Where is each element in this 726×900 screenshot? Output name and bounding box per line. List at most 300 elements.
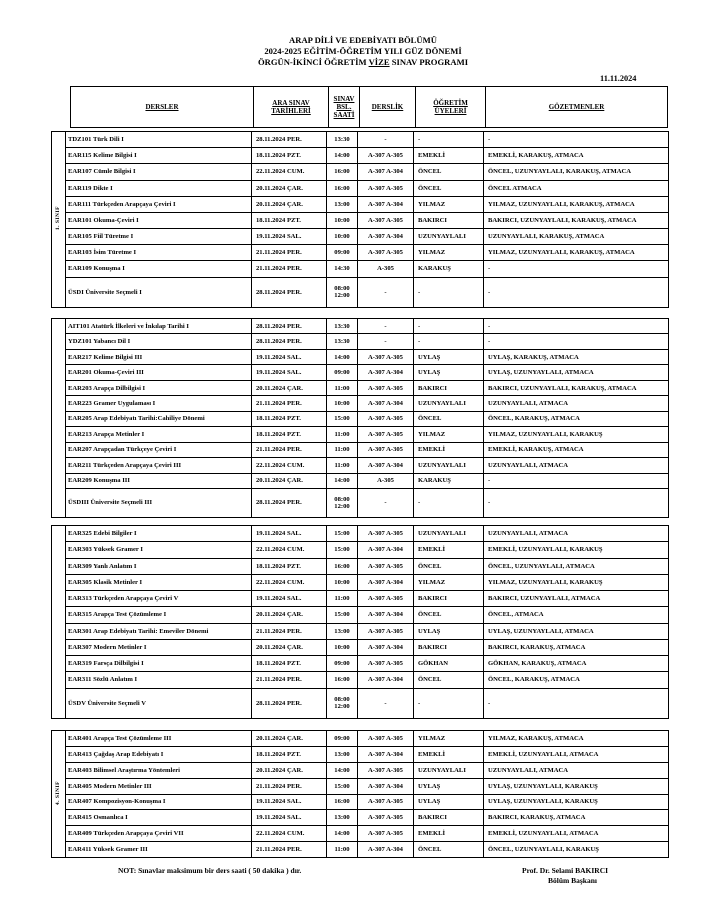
table-row bbox=[52, 196, 669, 212]
cell-course: EAR217 Kelime Bilgisi III bbox=[66, 349, 252, 364]
cell-room: A-307 A-305 bbox=[358, 656, 414, 672]
cell-room: - bbox=[358, 319, 414, 334]
table-row bbox=[52, 442, 669, 457]
header-room: DERSLİK bbox=[360, 87, 416, 128]
cell-date: 21.11.2024 PER. bbox=[252, 623, 327, 639]
cell-course: EAR315 Arapça Test Çözümleme I bbox=[66, 607, 252, 623]
table-row bbox=[52, 731, 669, 747]
cell-proctors: - bbox=[484, 334, 669, 349]
cell-time: 13:00 bbox=[327, 196, 358, 212]
cell-time: 16:00 bbox=[327, 164, 358, 180]
cell-room: A-305 bbox=[358, 261, 414, 277]
cell-time: 11:00 bbox=[327, 842, 358, 858]
cell-lecturer: EMEKLİ bbox=[414, 442, 484, 457]
cell-proctors: EMEKLİ, KARAKUŞ, ATMACA bbox=[484, 148, 669, 164]
cell-time: 10:00 bbox=[327, 212, 358, 228]
cell-proctors: UYLAŞ, UZUNYAYLALI, ATMACA bbox=[484, 623, 669, 639]
cell-proctors: UZUNYAYLALI, ATMACA bbox=[484, 396, 669, 411]
cell-course: EAR111 Türkçeden Arapçaya Çeviri I bbox=[66, 196, 252, 212]
table-row bbox=[52, 334, 669, 349]
cell-course: EAR105 Fiil Türetme I bbox=[66, 229, 252, 245]
cell-course: EAR103 İsim Türetme I bbox=[66, 245, 252, 261]
cell-date: 28.11.2024 PER. bbox=[252, 319, 327, 334]
cell-lecturer: KARAKUŞ bbox=[414, 261, 484, 277]
department-title: ARAP DİLİ VE EDEBİYATI BÖLÜMÜ bbox=[289, 35, 437, 45]
cell-time: 14:00 bbox=[327, 349, 358, 364]
cell-lecturer: ÖNCEL bbox=[414, 411, 484, 426]
cell-room: - bbox=[358, 132, 414, 148]
cell-course: ÜSDIII Üniversite Seçmeli III bbox=[66, 488, 252, 517]
cell-course: ÜSDI Üniversite Seçmeli I bbox=[66, 277, 252, 307]
cell-course: EAR325 Edebi Bilgiler I bbox=[66, 526, 252, 542]
cell-room: A-307 A-304 bbox=[358, 574, 414, 590]
cell-lecturer: ÖNCEL bbox=[414, 672, 484, 688]
cell-course: ÜSDV Üniversite Seçmeli V bbox=[66, 688, 252, 719]
cell-proctors: UYLAŞ, UZUNYAYLALI, KARAKUŞ bbox=[484, 778, 669, 794]
cell-proctors: UYLAŞ, UZUNYAYLALI, ATMACA bbox=[484, 365, 669, 380]
cell-proctors: EMEKLİ, KARAKUŞ, ATMACA bbox=[484, 442, 669, 457]
class-year-block bbox=[51, 730, 669, 858]
table-row bbox=[52, 746, 669, 762]
cell-date: 21.11.2024 PER. bbox=[252, 672, 327, 688]
cell-course: EAR301 Arap Edebiyatı Tarihi: Emeviler Dönemi bbox=[66, 623, 252, 639]
cell-lecturer: UYLAŞ bbox=[414, 365, 484, 380]
cell-lecturer: UYLAŞ bbox=[414, 623, 484, 639]
cell-date: 18.11.2024 PZT. bbox=[252, 411, 327, 426]
cell-lecturer: UZUNYAYLALI bbox=[414, 229, 484, 245]
table-row bbox=[52, 558, 669, 574]
cell-proctors: GÖKHAN, KARAKUŞ, ATMACA bbox=[484, 656, 669, 672]
cell-room: A-307 A-304 bbox=[358, 842, 414, 858]
cell-time: 13:30 bbox=[327, 334, 358, 349]
cell-lecturer: YILMAZ bbox=[414, 574, 484, 590]
cell-proctors: YILMAZ, UZUNYAYLALI, KARAKUŞ bbox=[484, 574, 669, 590]
header-date: ARA SINAV TARİHLERİ bbox=[254, 87, 329, 128]
cell-course: EAR307 Modern Metinler I bbox=[66, 639, 252, 655]
cell-lecturer: BAKIRCI bbox=[414, 639, 484, 655]
cell-room: A-307 A-305 bbox=[358, 180, 414, 196]
cell-date: 18.11.2024 PZT. bbox=[252, 427, 327, 442]
cell-room: A-307 A-305 bbox=[358, 245, 414, 261]
header-proctors: GÖZETMENLER bbox=[486, 87, 668, 128]
cell-proctors: - bbox=[484, 473, 669, 488]
cell-course: EAR415 Osmanlıca I bbox=[66, 810, 252, 826]
cell-lecturer: EMEKLİ bbox=[414, 746, 484, 762]
cell-room: A-307 A-305 bbox=[358, 731, 414, 747]
cell-time: 10:00 bbox=[327, 574, 358, 590]
cell-time: 14:00 bbox=[327, 762, 358, 778]
cell-lecturer: UYLAŞ bbox=[414, 349, 484, 364]
cell-proctors: BAKIRCI, UZUNYAYLALI, KARAKUŞ, ATMACA bbox=[484, 380, 669, 395]
class-year-block bbox=[51, 525, 669, 719]
cell-date: 28.11.2024 PER. bbox=[252, 334, 327, 349]
cell-course: AIT101 Atatürk İlkeleri ve İnkılap Tarihi I bbox=[66, 319, 252, 334]
cell-time: 13:30 bbox=[327, 319, 358, 334]
cell-lecturer: UYLAŞ bbox=[414, 778, 484, 794]
cell-time: 15:00 bbox=[327, 542, 358, 558]
cell-lecturer: ÖNCEL bbox=[414, 164, 484, 180]
table-row bbox=[52, 688, 669, 719]
cell-time: 10:00 bbox=[327, 229, 358, 245]
cell-time: 10:00 bbox=[327, 639, 358, 655]
cell-time: 08:00 12:00 bbox=[327, 277, 358, 307]
table-row bbox=[52, 319, 669, 334]
cell-room: A-307 A-304 bbox=[358, 365, 414, 380]
cell-course: EAR109 Konuşma I bbox=[66, 261, 252, 277]
table-row bbox=[52, 148, 669, 164]
cell-date: 19.11.2024 SAL. bbox=[252, 591, 327, 607]
cell-lecturer: BAKIRCI bbox=[414, 212, 484, 228]
cell-time: 09:00 bbox=[327, 731, 358, 747]
cell-lecturer: YILMAZ bbox=[414, 245, 484, 261]
table-row bbox=[52, 458, 669, 473]
cell-date: 19.11.2024 SAL. bbox=[252, 810, 327, 826]
cell-lecturer: YILMAZ bbox=[414, 427, 484, 442]
cell-course: EAR101 Okuma-Çeviri I bbox=[66, 212, 252, 228]
cell-date: 20.11.2024 ÇAR. bbox=[252, 196, 327, 212]
cell-room: A-305 bbox=[358, 473, 414, 488]
cell-proctors: UYLAŞ, KARAKUŞ, ATMACA bbox=[484, 349, 669, 364]
cell-date: 22.11.2024 CUM. bbox=[252, 826, 327, 842]
cell-course: EAR305 Klasik Metinler I bbox=[66, 574, 252, 590]
cell-lecturer: ÖNCEL bbox=[414, 842, 484, 858]
cell-date: 28.11.2024 PER. bbox=[252, 688, 327, 719]
table-row bbox=[52, 365, 669, 380]
cell-proctors: UZUNYAYLALI, ATMACA bbox=[484, 458, 669, 473]
cell-time: 15:00 bbox=[327, 778, 358, 794]
cell-course: EAR205 Arap Edebiyatı Tarihi:Cahiliye Dönemi bbox=[66, 411, 252, 426]
class-year-label: 1. SINIF bbox=[52, 132, 66, 308]
cell-proctors: BAKIRCI, KARAKUŞ, ATMACA bbox=[484, 639, 669, 655]
cell-date: 22.11.2024 CUM. bbox=[252, 458, 327, 473]
cell-room: A-307 A-305 bbox=[358, 526, 414, 542]
table-row bbox=[52, 349, 669, 364]
cell-date: 20.11.2024 ÇAR. bbox=[252, 639, 327, 655]
cell-proctors: UZUNYAYLALI, ATMACA bbox=[484, 526, 669, 542]
cell-time: 11:00 bbox=[327, 427, 358, 442]
cell-course: EAR405 Modern Metinler III bbox=[66, 778, 252, 794]
cell-time: 15:00 bbox=[327, 607, 358, 623]
cell-proctors: EMEKLİ, UZUNYAYLALI, ATMACA bbox=[484, 826, 669, 842]
cell-time: 09:00 bbox=[327, 656, 358, 672]
cell-lecturer: UZUNYAYLALI bbox=[414, 762, 484, 778]
cell-lecturer: UZUNYAYLALI bbox=[414, 526, 484, 542]
table-row bbox=[52, 261, 669, 277]
cell-lecturer: EMEKLİ bbox=[414, 542, 484, 558]
program-title-exam-type: VİZE bbox=[368, 57, 390, 67]
cell-date: 19.11.2024 SAL. bbox=[252, 349, 327, 364]
signer-name: Prof. Dr. Selami BAKIRCI bbox=[522, 866, 609, 875]
cell-lecturer: - bbox=[414, 132, 484, 148]
table-row bbox=[52, 778, 669, 794]
cell-lecturer: ÖNCEL bbox=[414, 558, 484, 574]
cell-date: 21.11.2024 PER. bbox=[252, 245, 327, 261]
cell-time: 14:00 bbox=[327, 148, 358, 164]
cell-course: EAR411 Yüksek Gramer III bbox=[66, 842, 252, 858]
cell-proctors: BAKIRCI, KARAKUŞ, ATMACA bbox=[484, 810, 669, 826]
class-year-block bbox=[51, 318, 669, 518]
cell-room: A-307 A-305 bbox=[358, 794, 414, 810]
cell-proctors: - bbox=[484, 319, 669, 334]
cell-date: 18.11.2024 PZT. bbox=[252, 212, 327, 228]
table-row bbox=[52, 488, 669, 517]
footer-note: NOT: Sınavlar maksimum bir ders saati ( 50 dakika ) dır. bbox=[118, 866, 302, 875]
cell-date: 21.11.2024 PER. bbox=[252, 261, 327, 277]
table-row bbox=[52, 639, 669, 655]
cell-time: 14:00 bbox=[327, 826, 358, 842]
cell-date: 22.11.2024 CUM. bbox=[252, 542, 327, 558]
cell-proctors: - bbox=[484, 132, 669, 148]
cell-lecturer: - bbox=[414, 319, 484, 334]
table-row bbox=[52, 132, 669, 148]
cell-date: 22.11.2024 CUM. bbox=[252, 164, 327, 180]
cell-date: 20.11.2024 ÇAR. bbox=[252, 607, 327, 623]
cell-lecturer: - bbox=[414, 488, 484, 517]
cell-time: 16:00 bbox=[327, 558, 358, 574]
cell-course: YDZ101 Yabancı Dil I bbox=[66, 334, 252, 349]
cell-date: 20.11.2024 ÇAR. bbox=[252, 180, 327, 196]
cell-proctors: - bbox=[484, 277, 669, 307]
cell-date: 19.11.2024 SAL. bbox=[252, 229, 327, 245]
cell-room: A-307 A-305 bbox=[358, 558, 414, 574]
table-row bbox=[52, 607, 669, 623]
table-row bbox=[52, 164, 669, 180]
cell-course: EAR211 Türkçeden Arapçaya Çeviri III bbox=[66, 458, 252, 473]
cell-course: EAR115 Kelime Bilgisi I bbox=[66, 148, 252, 164]
table-row bbox=[52, 473, 669, 488]
class-year-label: 4. SINIF bbox=[52, 731, 66, 858]
cell-time: 08:00 12:00 bbox=[327, 488, 358, 517]
cell-course: EAR209 Konuşma III bbox=[66, 473, 252, 488]
cell-lecturer: YILMAZ bbox=[414, 196, 484, 212]
table-row bbox=[52, 762, 669, 778]
cell-proctors: YILMAZ, UZUNYAYLALI, KARAKUŞ, ATMACA bbox=[484, 196, 669, 212]
cell-proctors: EMEKLİ, UZUNYAYLALI, ATMACA bbox=[484, 746, 669, 762]
cell-room: A-307 A-304 bbox=[358, 164, 414, 180]
cell-proctors: - bbox=[484, 688, 669, 719]
cell-room: A-307 A-305 bbox=[358, 810, 414, 826]
cell-room: A-307 A-304 bbox=[358, 396, 414, 411]
cell-date: 21.11.2024 PER. bbox=[252, 842, 327, 858]
cell-room: A-307 A-305 bbox=[358, 212, 414, 228]
cell-date: 21.11.2024 PER. bbox=[252, 778, 327, 794]
cell-room: A-307 A-304 bbox=[358, 196, 414, 212]
table-row bbox=[52, 842, 669, 858]
cell-lecturer: - bbox=[414, 334, 484, 349]
cell-proctors: YILMAZ, UZUNYAYLALI, KARAKUŞ bbox=[484, 427, 669, 442]
cell-lecturer: ÖNCEL bbox=[414, 607, 484, 623]
cell-time: 10:00 bbox=[327, 396, 358, 411]
table-row bbox=[52, 591, 669, 607]
cell-proctors: ÖNCEL ATMACA bbox=[484, 180, 669, 196]
cell-date: 19.11.2024 SAL. bbox=[252, 365, 327, 380]
table-row bbox=[52, 574, 669, 590]
cell-date: 19.11.2024 SAL. bbox=[252, 794, 327, 810]
cell-lecturer: ÖNCEL bbox=[414, 180, 484, 196]
cell-date: 20.11.2024 ÇAR. bbox=[252, 473, 327, 488]
table-row bbox=[52, 411, 669, 426]
cell-lecturer: UZUNYAYLALI bbox=[414, 396, 484, 411]
cell-date: 20.11.2024 ÇAR. bbox=[252, 731, 327, 747]
cell-room: A-307 A-305 bbox=[358, 411, 414, 426]
cell-course: EAR201 Okuma-Çeviri III bbox=[66, 365, 252, 380]
cell-room: - bbox=[358, 488, 414, 517]
cell-course: EAR303 Yüksek Gramer I bbox=[66, 542, 252, 558]
cell-time: 15:00 bbox=[327, 411, 358, 426]
cell-lecturer: - bbox=[414, 688, 484, 719]
cell-proctors: ÖNCEL, UZUNYAYLALI, KARAKUŞ, ATMACA bbox=[484, 164, 669, 180]
cell-lecturer: BAKIRCI bbox=[414, 810, 484, 826]
cell-course: EAR207 Arapçadan Türkçeye Çeviri I bbox=[66, 442, 252, 457]
cell-date: 21.11.2024 PER. bbox=[252, 442, 327, 457]
cell-room: A-307 A-305 bbox=[358, 591, 414, 607]
cell-time: 11:00 bbox=[327, 380, 358, 395]
cell-date: 18.11.2024 PZT. bbox=[252, 746, 327, 762]
cell-time: 14:00 bbox=[327, 473, 358, 488]
cell-proctors: ÖNCEL, KARAKUŞ, ATMACA bbox=[484, 672, 669, 688]
cell-time: 08:00 12:00 bbox=[327, 688, 358, 719]
cell-time: 15:00 bbox=[327, 526, 358, 542]
cell-room: A-307 A-304 bbox=[358, 229, 414, 245]
cell-room: A-307 A-304 bbox=[358, 639, 414, 655]
cell-lecturer: BAKIRCI bbox=[414, 591, 484, 607]
cell-time: 16:00 bbox=[327, 672, 358, 688]
cell-course: EAR319 Farsça Dilbilgisi I bbox=[66, 656, 252, 672]
cell-lecturer: BAKIRCI bbox=[414, 380, 484, 395]
cell-date: 28.11.2024 PER. bbox=[252, 488, 327, 517]
table-row bbox=[52, 672, 669, 688]
table-row bbox=[52, 277, 669, 307]
table-row bbox=[52, 623, 669, 639]
signer-title: Bölüm Başkanı bbox=[548, 876, 597, 885]
program-title-post: SINAV PROGRAMI bbox=[389, 57, 469, 67]
cell-time: 11:00 bbox=[327, 458, 358, 473]
cell-course: EAR223 Gramer Uygulaması I bbox=[66, 396, 252, 411]
cell-lecturer: EMEKLİ bbox=[414, 826, 484, 842]
cell-course: EAR119 Dikte I bbox=[66, 180, 252, 196]
table-row bbox=[52, 526, 669, 542]
cell-room: A-307 A-305 bbox=[358, 427, 414, 442]
cell-course: EAR413 Çağdaş Arap Edebiyatı I bbox=[66, 746, 252, 762]
cell-date: 18.11.2024 PZT. bbox=[252, 656, 327, 672]
table-row bbox=[52, 380, 669, 395]
cell-room: A-307 A-304 bbox=[358, 746, 414, 762]
cell-proctors: ÖNCEL, UZUNYAYLALI, ATMACA bbox=[484, 558, 669, 574]
program-title-pre: ÖRGÜN-İKİNCİ ÖĞRETİM bbox=[257, 57, 369, 67]
cell-proctors: YILMAZ, UZUNYAYLALI, KARAKUŞ, ATMACA bbox=[484, 245, 669, 261]
cell-room: A-307 A-305 bbox=[358, 380, 414, 395]
cell-room: - bbox=[358, 334, 414, 349]
cell-course: TDZ101 Türk Dili I bbox=[66, 132, 252, 148]
cell-lecturer: UYLAŞ bbox=[414, 794, 484, 810]
cell-course: EAR311 Sözlü Anlatım I bbox=[66, 672, 252, 688]
cell-room: A-307 A-305 bbox=[358, 442, 414, 457]
cell-room: A-307 A-304 bbox=[358, 778, 414, 794]
cell-time: 13:00 bbox=[327, 623, 358, 639]
cell-lecturer: KARAKUŞ bbox=[414, 473, 484, 488]
cell-date: 20.11.2024 ÇAR. bbox=[252, 762, 327, 778]
cell-room: A-307 A-305 bbox=[358, 349, 414, 364]
cell-course: EAR403 Bilimsel Araştırma Yöntemleri bbox=[66, 762, 252, 778]
cell-time: 14:30 bbox=[327, 261, 358, 277]
cell-course: EAR407 Kompozisyon-Konuşma I bbox=[66, 794, 252, 810]
header-lecturer: ÖĞRETİM ÜYELERİ bbox=[416, 87, 486, 128]
table-row bbox=[52, 542, 669, 558]
header-course: DERSLER bbox=[71, 87, 254, 128]
cell-room: - bbox=[358, 688, 414, 719]
cell-lecturer: GÖKHAN bbox=[414, 656, 484, 672]
table-row bbox=[52, 656, 669, 672]
cell-room: A-307 A-305 bbox=[358, 762, 414, 778]
cell-time: 09:00 bbox=[327, 365, 358, 380]
cell-time: 09:00 bbox=[327, 245, 358, 261]
term-title: 2024-2025 EĞİTİM-ÖĞRETİM YILI GÜZ DÖNEMİ bbox=[264, 46, 462, 56]
cell-course: EAR213 Arapça Metinler I bbox=[66, 427, 252, 442]
cell-time: 11:00 bbox=[327, 442, 358, 457]
cell-course: EAR107 Cümle Bilgisi I bbox=[66, 164, 252, 180]
cell-course: EAR409 Türkçeden Arapçaya Çeviri VII bbox=[66, 826, 252, 842]
table-row bbox=[52, 396, 669, 411]
cell-time: 11:00 bbox=[327, 591, 358, 607]
cell-proctors: EMEKLİ, UZUNYAYLALI, KARAKUŞ bbox=[484, 542, 669, 558]
cell-time: 13:00 bbox=[327, 746, 358, 762]
cell-proctors: ÖNCEL, ATMACA bbox=[484, 607, 669, 623]
table-row bbox=[52, 229, 669, 245]
cell-room: A-307 A-304 bbox=[358, 607, 414, 623]
cell-proctors: - bbox=[484, 488, 669, 517]
cell-date: 28.11.2024 PER. bbox=[252, 132, 327, 148]
cell-time: 13:00 bbox=[327, 810, 358, 826]
cell-course: EAR203 Arapça Dilbilgisi I bbox=[66, 380, 252, 395]
cell-proctors: ÖNCEL, KARAKUŞ, ATMACA bbox=[484, 411, 669, 426]
cell-room: A-307 A-305 bbox=[358, 148, 414, 164]
header-time: SINAV BSL. SAATİ bbox=[329, 87, 360, 128]
cell-date: 20.11.2024 ÇAR. bbox=[252, 380, 327, 395]
cell-room: - bbox=[358, 277, 414, 307]
cell-time: 16:00 bbox=[327, 794, 358, 810]
cell-proctors: UZUNYAYLALI, ATMACA bbox=[484, 762, 669, 778]
cell-lecturer: EMEKLİ bbox=[414, 148, 484, 164]
cell-date: 28.11.2024 PER. bbox=[252, 277, 327, 307]
table-header bbox=[70, 86, 668, 128]
table-row bbox=[52, 826, 669, 842]
cell-proctors: UZUNYAYLALI, KARAKUŞ, ATMACA bbox=[484, 229, 669, 245]
cell-proctors: UYLAŞ, UZUNYAYLALI, KARAKUŞ bbox=[484, 794, 669, 810]
cell-room: A-307 A-304 bbox=[358, 672, 414, 688]
table-row bbox=[52, 794, 669, 810]
cell-date: 22.11.2024 CUM. bbox=[252, 574, 327, 590]
cell-room: A-307 A-304 bbox=[358, 542, 414, 558]
cell-course: EAR309 Yanlı Anlatım I bbox=[66, 558, 252, 574]
cell-course: EAR313 Türkçeden Arapçaya Çeviri V bbox=[66, 591, 252, 607]
publish-date: 11.11.2024 bbox=[600, 74, 637, 83]
cell-course: EAR401 Arapça Test Çözümleme III bbox=[66, 731, 252, 747]
table-row bbox=[52, 810, 669, 826]
cell-date: 19.11.2024 SAL. bbox=[252, 526, 327, 542]
cell-time: 16:00 bbox=[327, 180, 358, 196]
class-year-label bbox=[52, 526, 66, 719]
cell-proctors: YILMAZ, KARAKUŞ, ATMACA bbox=[484, 731, 669, 747]
cell-time: 13:30 bbox=[327, 132, 358, 148]
cell-room: A-307 A-304 bbox=[358, 458, 414, 473]
cell-proctors: ÖNCEL, UZUNYAYLALI, KARAKUŞ bbox=[484, 842, 669, 858]
table-row bbox=[52, 245, 669, 261]
table-row bbox=[52, 180, 669, 196]
table-row bbox=[52, 427, 669, 442]
cell-lecturer: YILMAZ bbox=[414, 731, 484, 747]
cell-room: A-307 A-305 bbox=[358, 826, 414, 842]
cell-room: A-307 A-305 bbox=[358, 623, 414, 639]
